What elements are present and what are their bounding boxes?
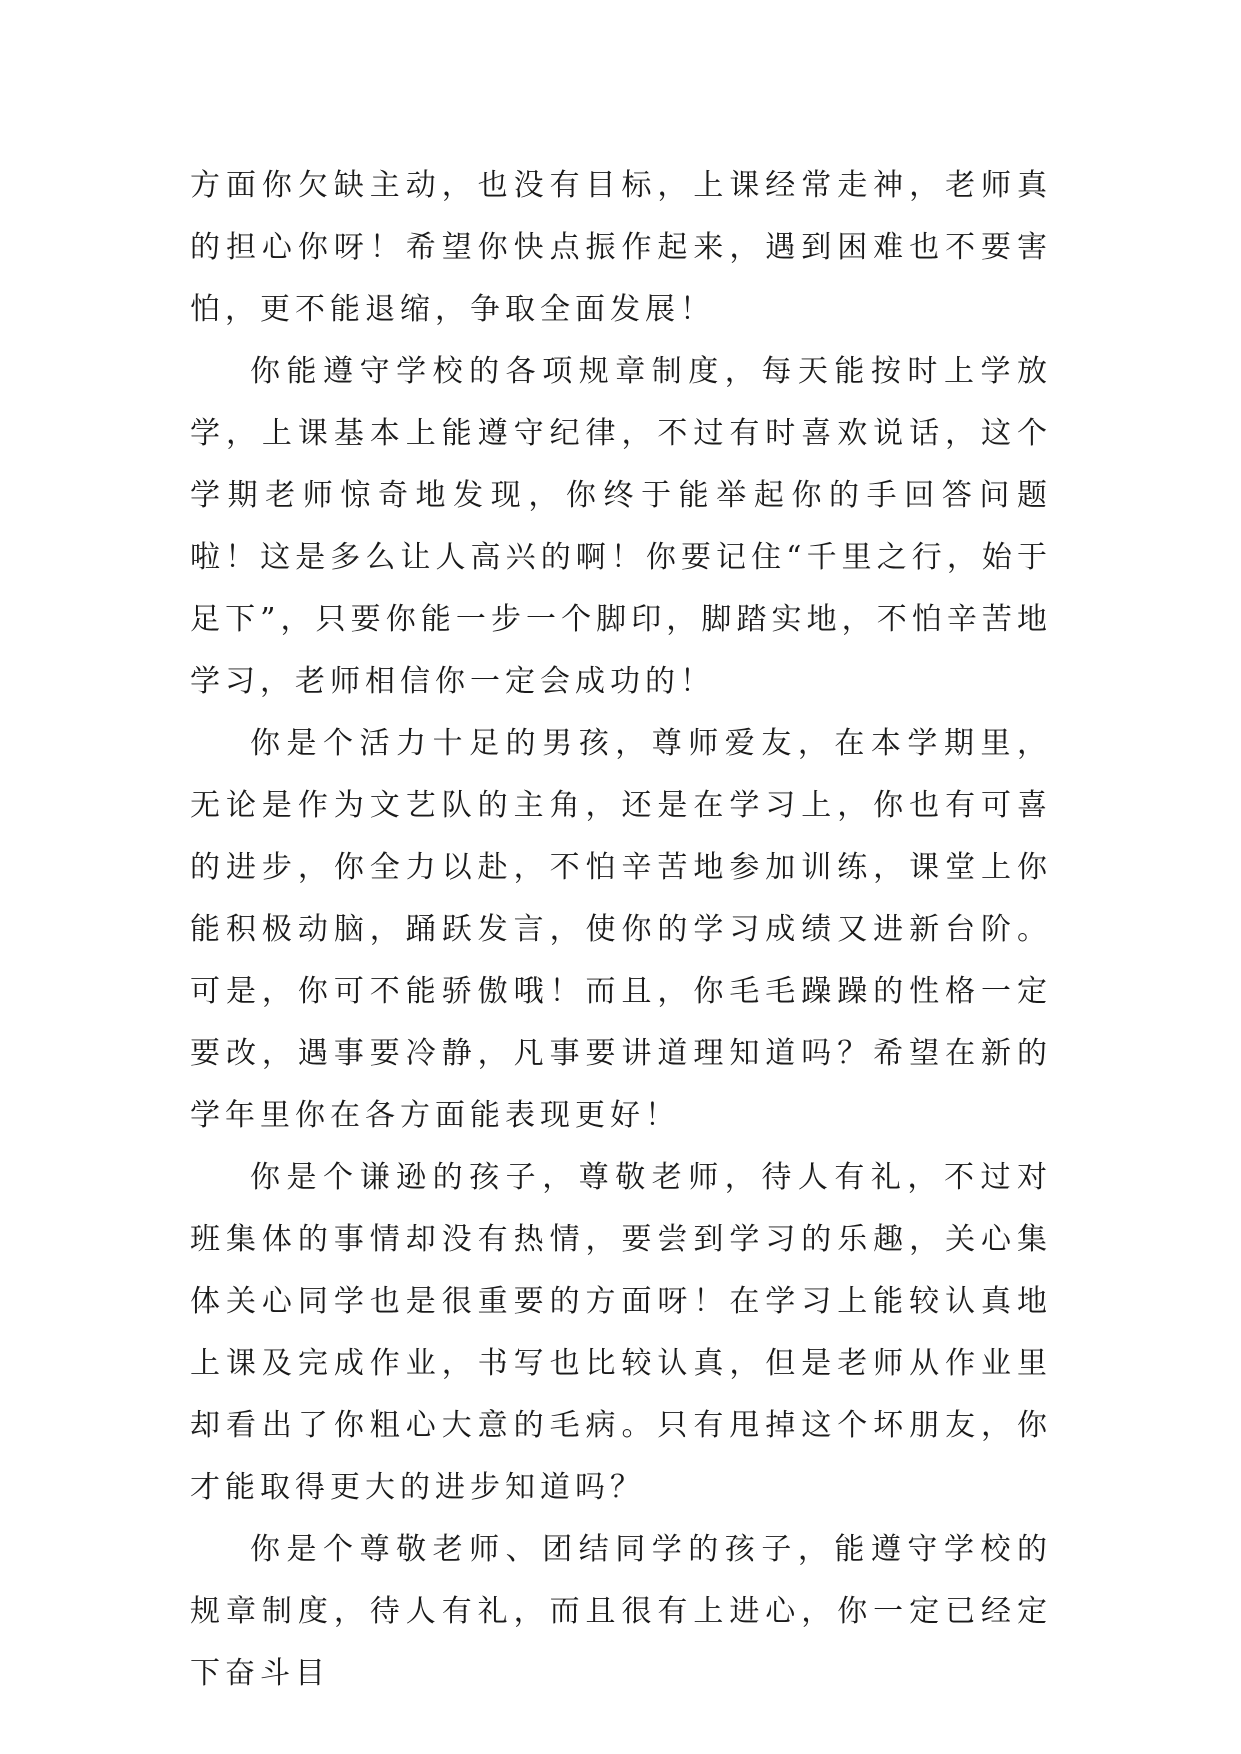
paragraph-comment-2: 你是个活力十足的男孩，尊师爱友，在本学期里，无论是作为文艺队的主角，还是在学习上，你也有可喜的进步，你全力以赴，不怕辛苦地参加训练，课堂上你能积极动脑，踊跃发言，使你的学习成绩又进新台阶。可是，你可不能骄傲哦！而且，你毛毛躁躁的性格一定要改，遇事要冷静，凡事要讲道理知道吗？希望在新的学年里你在各方面能表现更好！: [190, 726, 1052, 1133]
document-body: [190, 155, 1052, 1705]
paragraph-comment-1: 你能遵守学校的各项规章制度，每天能按时上学放学，上课基本上能遵守纪律，不过有时喜欢说话，这个学期老师惊奇地发现，你终于能举起你的手回答问题啦！这是多么让人高兴的啊！你要记住“千里之行，始于足下”，只要你能一步一个脚印，脚踏实地，不怕辛苦地学习，老师相信你一定会成功的！: [190, 354, 1052, 699]
paragraph-continuation: 方面你欠缺主动，也没有目标，上课经常走神，老师真的担心你呀！希望你快点振作起来，遇到困难也不要害怕，更不能退缩，争取全面发展！: [190, 168, 1052, 327]
paragraph-comment-4: 你是个尊敬老师、团结同学的孩子，能遵守学校的规章制度，待人有礼，而且很有上进心，你一定已经定下奋斗目: [190, 1532, 1052, 1691]
paragraph-comment-3: 你是个谦逊的孩子，尊敬老师，待人有礼，不过对班集体的事情却没有热情，要尝到学习的乐趣，关心集体关心同学也是很重要的方面呀！在学习上能较认真地上课及完成作业，书写也比较认真，但是老师从作业里却看出了你粗心大意的毛病。只有甩掉这个坏朋友，你才能取得更大的进步知道吗？: [190, 1160, 1052, 1505]
